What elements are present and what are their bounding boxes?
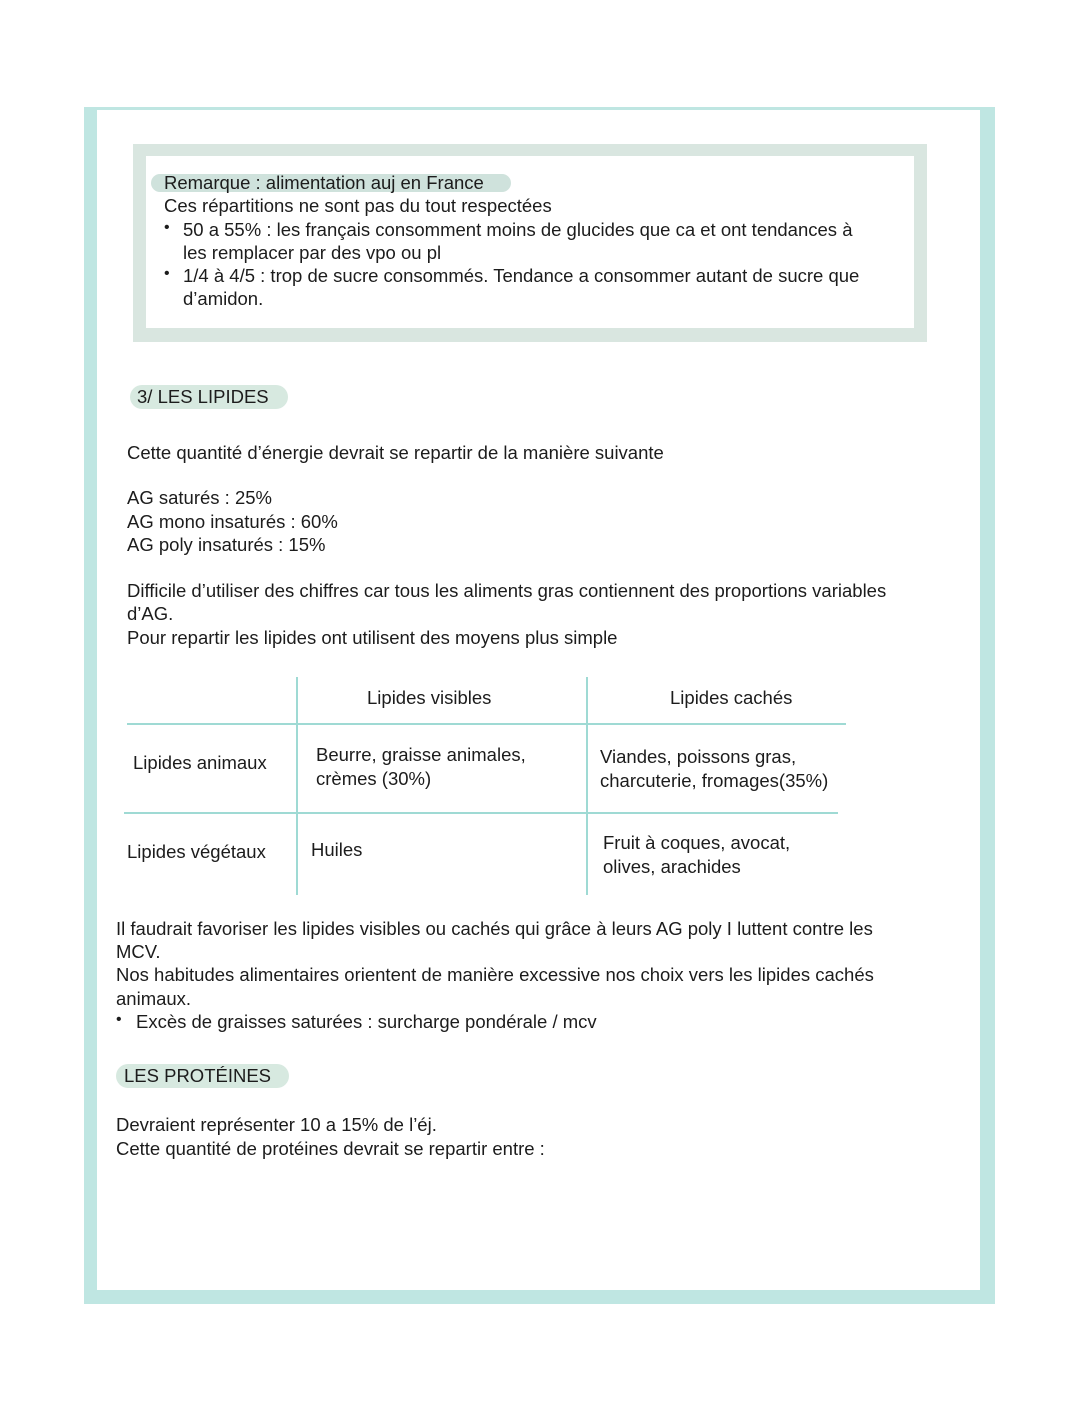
remark-bullet-2: 1/4 à 4/5 : trop de sucre consommés. Tendance a consommer autant de sucre que (183, 265, 860, 286)
ag-poly: AG poly insaturés : 15% (127, 534, 326, 555)
conclusion-paragraph-2: Nos habitudes alimentaires orientent de manière excessive nos choix vers les lipides cachés (116, 964, 874, 985)
table-row-label-animaux: Lipides animaux (133, 752, 267, 773)
conclusion-paragraph-1-cont: MCV. (116, 941, 161, 962)
ag-mono: AG mono insaturés : 60% (127, 511, 338, 532)
ag-satures: AG saturés : 25% (127, 487, 272, 508)
proteines-line-1: Devraient représenter 10 a 15% de l’éj. (116, 1114, 437, 1135)
table-row-label-vegetaux: Lipides végétaux (127, 841, 266, 862)
remark-bullet-1-cont: les remplacer par des vpo ou pl (183, 242, 442, 263)
table-divider (586, 677, 588, 895)
table-cell: Huiles (311, 839, 363, 860)
lipides-paragraph-2: Pour repartir les lipides ont utilisent des moyens plus simple (127, 627, 618, 648)
table-cell: Beurre, graisse animales, (316, 744, 526, 765)
conclusion-paragraph-2-cont: animaux. (116, 988, 192, 1009)
bullet-icon: • (164, 265, 170, 282)
table-cell: crèmes (30%) (316, 768, 432, 789)
remark-line: Ces répartitions ne sont pas du tout respectées (164, 195, 552, 216)
lipides-paragraph-1-cont: d’AG. (127, 603, 174, 624)
table-cell: olives, arachides (603, 856, 741, 877)
remark-bullet-1: 50 a 55% : les français consomment moins de glucides que ca et ont tendances à (183, 219, 853, 240)
section-heading-proteines: LES PROTÉINES (124, 1065, 272, 1086)
conclusion-paragraph-1: Il faudrait favoriser les lipides visibles ou cachés qui grâce à leurs AG poly I luttent contre les (116, 918, 873, 939)
remark-title: Remarque : alimentation auj en France (164, 172, 484, 193)
bullet-icon: • (164, 219, 170, 236)
lipides-paragraph-1: Difficile d’utiliser des chiffres car tous les aliments gras contiennent des proportions variables (127, 580, 887, 601)
proteines-line-2: Cette quantité de protéines devrait se repartir entre : (116, 1138, 545, 1159)
lipides-intro: Cette quantité d’énergie devrait se repartir de la manière suivante (127, 442, 664, 463)
table-cell: Viandes, poissons gras, (600, 746, 797, 767)
remark-bullet-2-cont: d’amidon. (183, 288, 264, 309)
table-divider (296, 677, 298, 895)
table-divider (124, 812, 838, 814)
section-heading-lipides: 3/ LES LIPIDES (137, 386, 269, 407)
table-header-visible: Lipides visibles (367, 687, 492, 708)
table-divider (127, 723, 846, 725)
table-cell: Fruit à coques, avocat, (603, 832, 791, 853)
table-cell: charcuterie, fromages(35%) (600, 770, 829, 791)
conclusion-bullet: Excès de graisses saturées : surcharge pondérale / mcv (136, 1011, 597, 1032)
table-header-hidden: Lipides cachés (670, 687, 793, 708)
bullet-icon: • (116, 1011, 122, 1028)
